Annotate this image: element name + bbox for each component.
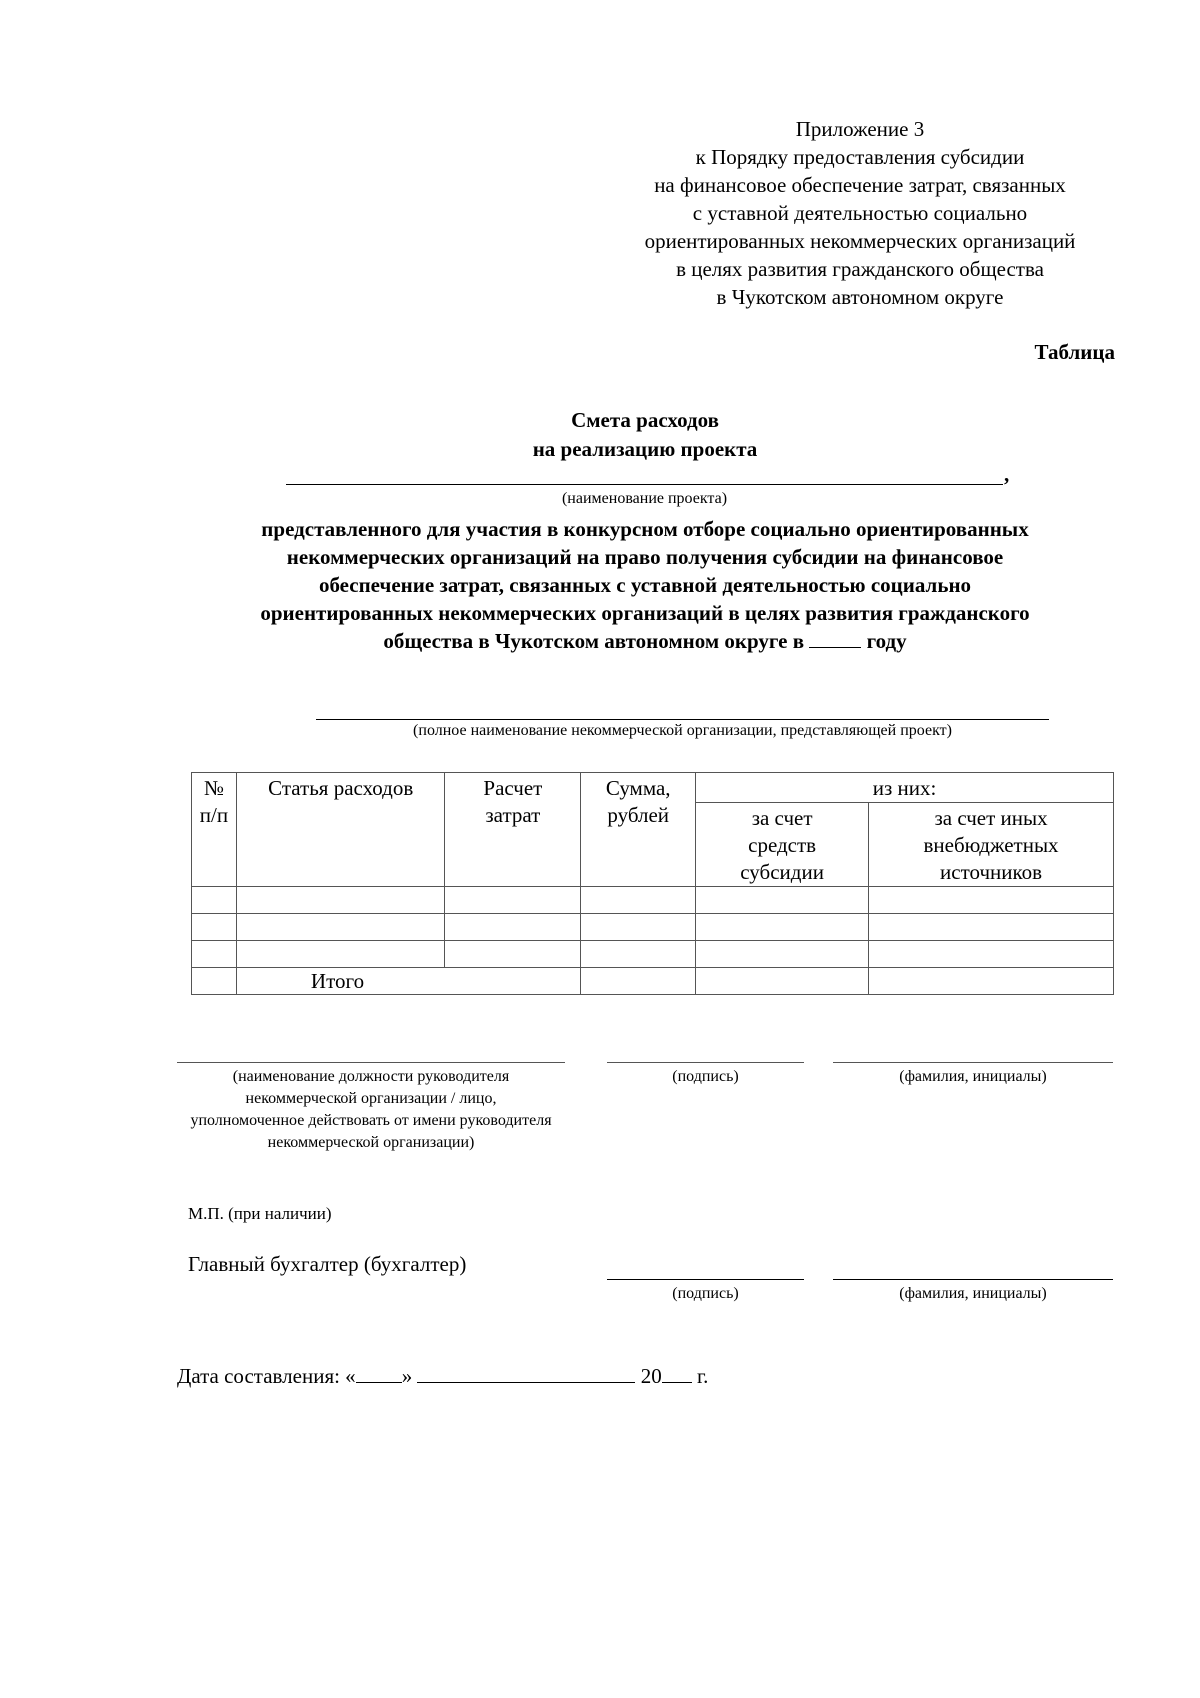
cell[interactable] xyxy=(696,941,869,968)
cell[interactable] xyxy=(581,914,696,941)
col-header-number: № п/п xyxy=(192,773,237,887)
head-signature-line[interactable] xyxy=(607,1062,804,1063)
cell[interactable] xyxy=(192,914,237,941)
year-blank[interactable] xyxy=(809,629,861,648)
header-line: Приложение 3 xyxy=(795,117,925,141)
year-blank[interactable] xyxy=(662,1362,692,1383)
project-name-caption: (наименование проекта) xyxy=(561,490,728,507)
date-label: Дата составления: « xyxy=(177,1364,356,1388)
total-sum-cell[interactable] xyxy=(581,968,696,995)
paragraph-line: ориентированных некоммерческих организаций в целях развития гражданского xyxy=(260,601,1030,625)
cell[interactable] xyxy=(192,968,237,995)
cell[interactable] xyxy=(236,914,445,941)
accountant-name-line[interactable] xyxy=(833,1279,1113,1280)
date-quote: » xyxy=(401,1364,413,1388)
cell[interactable] xyxy=(869,914,1114,941)
appendix-header xyxy=(560,115,1160,311)
month-blank[interactable] xyxy=(417,1362,635,1383)
col-header-subsidy: за счет средств субсидии xyxy=(696,803,869,887)
cell[interactable] xyxy=(445,941,581,968)
table-row xyxy=(192,887,1114,914)
head-position-caption: (наименование должности руководителя некоммерческой организации / лицо, уполномоченное действовать от имени руководителя некоммерческой организации) xyxy=(190,1068,552,1151)
title-line-1: Смета расходов xyxy=(571,408,719,432)
col-header-calc: Расчет затрат xyxy=(445,773,581,887)
accountant-label: Главный бухгалтер (бухгалтер) xyxy=(188,1252,467,1276)
cell[interactable] xyxy=(192,887,237,914)
accountant-name-caption: (фамилия, инициалы) xyxy=(899,1285,1047,1302)
paragraph-text: общества в Чукотском автономном округе в xyxy=(383,629,805,653)
cell[interactable] xyxy=(445,887,581,914)
col-header-of-them: из них: xyxy=(696,773,1114,803)
total-subsidy-cell[interactable] xyxy=(696,968,869,995)
head-signature-caption: (подпись) xyxy=(672,1068,739,1085)
cell[interactable] xyxy=(696,914,869,941)
col-header-sum: Сумма, рублей xyxy=(581,773,696,887)
cell[interactable] xyxy=(869,941,1114,968)
org-name-line[interactable] xyxy=(316,719,1049,720)
project-name-line[interactable] xyxy=(286,484,1003,485)
header-line: в Чукотском автономном округе xyxy=(716,285,1004,309)
day-blank[interactable] xyxy=(356,1362,402,1383)
header-line: ориентированных некоммерческих организаций xyxy=(644,229,1076,253)
year-prefix: 20 xyxy=(640,1364,662,1388)
cell[interactable] xyxy=(581,887,696,914)
table-label: Таблица xyxy=(1034,340,1115,364)
table-row xyxy=(192,914,1114,941)
header-line: в целях развития гражданского общества xyxy=(676,257,1044,281)
compilation-date xyxy=(177,1362,708,1389)
cell[interactable] xyxy=(236,887,445,914)
table-row xyxy=(192,941,1114,968)
paragraph-line: некоммерческих организаций на право получения субсидии на финансовое xyxy=(286,545,1004,569)
document-title xyxy=(0,406,1200,464)
total-label: Итого xyxy=(236,968,580,995)
total-row xyxy=(192,968,1114,995)
cell[interactable] xyxy=(445,914,581,941)
title-line-2: на реализацию проекта xyxy=(532,437,758,461)
expense-table xyxy=(191,772,1114,995)
title-comma: , xyxy=(1004,462,1010,486)
cell[interactable] xyxy=(192,941,237,968)
org-name-caption: (полное наименование некоммерческой организации, представляющей проект) xyxy=(413,722,952,739)
header-line: к Порядку предоставления субсидии xyxy=(695,145,1025,169)
cell[interactable] xyxy=(869,887,1114,914)
paragraph-last-line xyxy=(60,627,1200,655)
head-position-line[interactable] xyxy=(177,1062,565,1063)
paragraph-line: представленного для участия в конкурсном отборе социально ориентированных xyxy=(261,517,1029,541)
col-header-other: за счет иных внебюджетных источников xyxy=(869,803,1114,887)
header-line: с уставной деятельностью социально xyxy=(692,201,1028,225)
paragraph-line: обеспечение затрат, связанных с уставной деятельностью социально xyxy=(318,573,972,597)
head-name-line[interactable] xyxy=(833,1062,1113,1063)
header-line: на финансовое обеспечение затрат, связанных xyxy=(654,173,1066,197)
col-header-item: Статья расходов xyxy=(236,773,445,887)
cell[interactable] xyxy=(581,941,696,968)
accountant-signature-line[interactable] xyxy=(607,1279,804,1280)
cell[interactable] xyxy=(696,887,869,914)
year-suffix: г. xyxy=(696,1364,709,1388)
accountant-signature-caption: (подпись) xyxy=(672,1285,739,1302)
cell[interactable] xyxy=(236,941,445,968)
description-paragraph xyxy=(60,515,1200,655)
total-other-cell[interactable] xyxy=(869,968,1114,995)
paragraph-text: году xyxy=(866,629,907,653)
head-name-caption: (фамилия, инициалы) xyxy=(899,1068,1047,1085)
stamp-label: М.П. (при наличии) xyxy=(188,1204,332,1223)
